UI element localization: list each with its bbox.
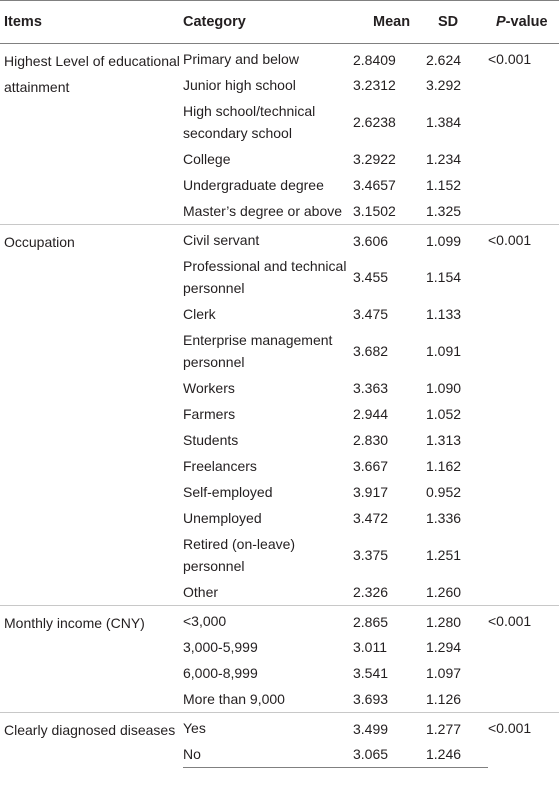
sd-cell: 1.090 [426, 380, 462, 396]
p-value-cell: <0.001 [488, 713, 559, 768]
p-value-cell: <0.001 [488, 225, 559, 606]
category-cell: Primary and below [183, 51, 299, 67]
mean-cell: 2.830 [353, 432, 389, 448]
item-label: Monthly income (CNY) [0, 606, 183, 713]
mean-cell: 3.011 [353, 639, 387, 655]
header-sd: SD [426, 1, 488, 44]
mean-cell: 3.375 [353, 547, 389, 563]
mean-cell: 3.2312 [353, 77, 396, 93]
sd-cell: 1.133 [426, 306, 462, 322]
mean-cell: 3.065 [353, 741, 426, 768]
sd-cell: 1.052 [426, 406, 462, 422]
sd-cell: 1.152 [426, 177, 462, 193]
category-cell: Workers [183, 380, 235, 396]
category-cell: Civil servant [183, 225, 353, 254]
sd-cell: 1.234 [426, 151, 462, 167]
category-cell: High school/technical secondary school [183, 103, 316, 141]
mean-cell: 3.541 [353, 665, 389, 681]
category-cell: 6,000-8,999 [183, 665, 258, 681]
category-cell: Enterprise management personnel [183, 332, 333, 370]
mean-cell: 3.472 [353, 510, 389, 526]
mean-cell: 3.606 [353, 225, 426, 254]
sd-cell: 1.162 [426, 458, 462, 474]
mean-cell: 3.363 [353, 380, 389, 396]
sd-cell: 3.292 [426, 77, 462, 93]
category-cell: <3,000 [183, 606, 353, 635]
table-body [0, 44, 559, 768]
sd-cell: 1.325 [426, 203, 462, 219]
sd-cell: 1.097 [426, 665, 462, 681]
mean-cell: 2.865 [353, 606, 426, 635]
header-category: Category [183, 1, 353, 44]
mean-cell: 3.475 [353, 306, 389, 322]
category-cell: Self-employed [183, 484, 273, 500]
mean-cell: 3.455 [353, 269, 389, 285]
sd-cell: 1.384 [426, 114, 462, 130]
header-p-value [488, 1, 559, 44]
header-mean: Mean [353, 1, 426, 44]
category-cell: Junior high school [183, 77, 296, 93]
sd-cell: 1.313 [426, 432, 462, 448]
category-cell: No [183, 741, 353, 768]
mean-cell: 3.682 [353, 343, 389, 359]
sd-cell: 1.126 [426, 691, 462, 707]
table-header [0, 1, 559, 44]
sd-cell: 1.280 [426, 606, 488, 635]
table-row [0, 225, 559, 254]
sd-cell: 1.099 [426, 225, 488, 254]
sd-cell: 1.294 [426, 639, 462, 655]
category-cell: Clerk [183, 306, 216, 322]
mean-cell: 2.6238 [353, 114, 396, 130]
item-label: Clearly diagnosed diseases [0, 713, 183, 768]
category-cell: Freelancers [183, 458, 257, 474]
table-row [0, 44, 559, 73]
sd-cell: 1.260 [426, 584, 462, 600]
category-cell: Students [183, 432, 239, 448]
mean-cell: 3.917 [353, 484, 389, 500]
sd-cell: 1.277 [426, 713, 488, 742]
sd-cell: 1.251 [426, 547, 462, 563]
p-value-cell: <0.001 [488, 51, 532, 67]
category-cell: Professional and technical personnel [183, 258, 347, 296]
table-row [0, 713, 559, 742]
category-cell: More than 9,000 [183, 691, 285, 707]
mean-cell: 2.326 [353, 584, 389, 600]
sd-cell: 1.246 [426, 741, 488, 768]
mean-cell: 3.693 [353, 691, 389, 707]
header-row [0, 1, 559, 44]
item-label: Highest Level of educational attainment [4, 53, 180, 95]
mean-cell: 2.8409 [353, 52, 396, 68]
mean-cell: 3.4657 [353, 177, 396, 193]
category-cell: Master’s degree or above [183, 203, 343, 219]
category-cell: Yes [183, 713, 353, 742]
sd-cell: 2.624 [426, 52, 462, 68]
p-value-cell: <0.001 [488, 606, 559, 713]
mean-cell: 2.944 [353, 406, 389, 422]
table-row [0, 606, 559, 635]
header-p-letter: P [496, 14, 506, 30]
category-cell: Farmers [183, 406, 236, 422]
sd-cell: 1.091 [426, 343, 462, 359]
category-cell: Other [183, 584, 219, 600]
category-cell: Retired (on-leave) personnel [183, 536, 296, 574]
category-cell: College [183, 151, 231, 167]
category-cell: Undergraduate degree [183, 177, 324, 193]
sd-cell: 0.952 [426, 484, 462, 500]
header-p-rest: -value [505, 14, 548, 30]
sd-cell: 1.154 [426, 269, 462, 285]
item-label: Occupation [0, 225, 183, 606]
category-cell: 3,000-5,999 [183, 639, 258, 655]
sd-cell: 1.336 [426, 510, 462, 526]
header-items: Items [0, 1, 183, 44]
mean-cell: 3.667 [353, 458, 389, 474]
mean-cell: 3.1502 [353, 203, 396, 219]
mean-cell: 3.499 [353, 713, 426, 742]
mean-cell: 3.2922 [353, 151, 396, 167]
category-cell: Unemployed [183, 510, 262, 526]
